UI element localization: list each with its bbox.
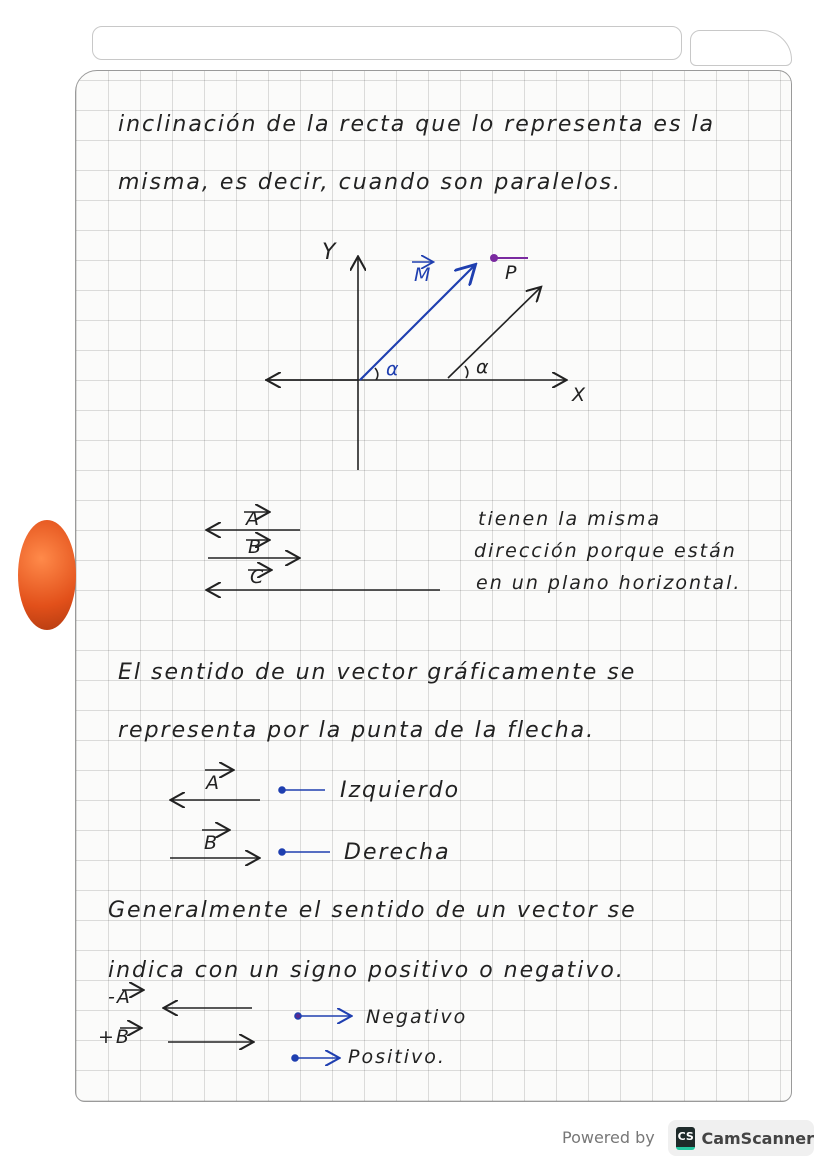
positive-label: Positivo. (348, 1046, 446, 1068)
left-label: Izquierdo (340, 778, 461, 803)
vector-p (448, 288, 540, 378)
alpha-label: α (386, 358, 401, 380)
text-line: tienen la misma (478, 508, 662, 530)
camscanner-brand: CamScanner (701, 1128, 814, 1148)
right-label: Derecha (344, 840, 451, 865)
text-line: indica con un signo positivo o negativo. (108, 958, 625, 983)
axis-x-label: X (572, 384, 588, 406)
camscanner-logo-icon: CS (676, 1127, 695, 1150)
alpha-label: α (476, 356, 491, 378)
axis-y-label: Y (322, 240, 338, 265)
pos-b-label: +B (98, 1026, 131, 1048)
vector-m-label: M (414, 264, 433, 286)
powered-by-text: Powered by (562, 1128, 655, 1147)
vector-b-label: B (204, 832, 220, 854)
vector-a-label: A (206, 772, 221, 794)
camscanner-badge (668, 1120, 814, 1156)
vector-c-label: C (250, 566, 266, 588)
text-line: representa por la punta de la flecha. (118, 718, 596, 743)
text-line: misma, es decir, cuando son paralelos. (118, 170, 623, 195)
neg-a-label: -A (108, 986, 132, 1008)
text-line: El sentido de un vector gráficamente se (118, 660, 637, 685)
text-line: en un plano horizontal. (476, 572, 742, 594)
text-line: dirección porque están (474, 540, 737, 562)
text-line: inclinación de la recta que lo representa es la (118, 112, 716, 137)
negative-label: Negativo (366, 1006, 468, 1028)
vector-a-label: A (246, 508, 261, 530)
vector-b-label: B (248, 536, 264, 558)
vector-p-label: P (505, 262, 519, 284)
text-line: Generalmente el sentido de un vector se (108, 898, 637, 923)
